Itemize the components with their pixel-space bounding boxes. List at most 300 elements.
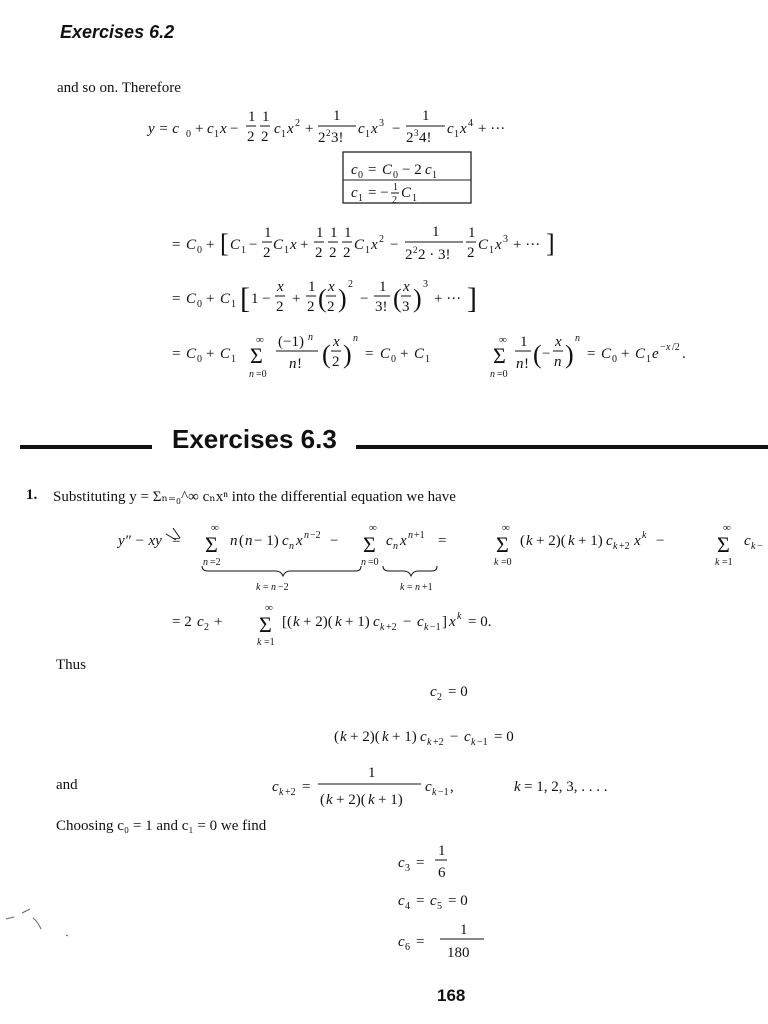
svg-text:+ 2)(: + 2)( (336, 792, 366, 808)
svg-text:c: c (351, 162, 358, 178)
svg-text:0: 0 (391, 354, 396, 365)
running-header: Exercises 6.2 (60, 22, 175, 42)
svg-text:c: c (197, 614, 204, 630)
svg-text:=2: =2 (210, 557, 221, 568)
svg-text:2: 2 (392, 195, 397, 206)
svg-text:x: x (220, 121, 227, 137)
svg-text:k: k (326, 792, 333, 808)
thus-text: Thus (56, 657, 86, 673)
svg-text:=: = (368, 162, 377, 178)
svg-text:1: 1 (365, 129, 370, 140)
svg-text:k: k (715, 557, 720, 568)
svg-text:1: 1 (438, 843, 446, 859)
svg-text:=1: =1 (722, 557, 733, 568)
svg-text:∞: ∞ (265, 602, 273, 614)
svg-text:−: − (330, 533, 339, 549)
svg-text:k: k (256, 582, 261, 593)
svg-text:− 2: − 2 (402, 162, 422, 178)
svg-text:2: 2 (315, 245, 323, 261)
svg-text:=1: =1 (264, 637, 275, 648)
svg-text:k: k (424, 622, 429, 633)
svg-text:2: 2 (326, 128, 331, 138)
svg-text:c: c (744, 533, 751, 549)
svg-text:x: x (290, 237, 297, 253)
svg-text:5: 5 (437, 901, 442, 912)
svg-text:=: = (407, 582, 413, 593)
svg-text:1: 1 (368, 765, 376, 781)
svg-text:−: − (542, 346, 551, 362)
svg-text:+: + (206, 291, 215, 307)
svg-text:C: C (186, 346, 197, 362)
svg-text:3: 3 (423, 279, 428, 290)
svg-text:(: ( (334, 729, 339, 745)
svg-text:=: = (172, 533, 181, 549)
svg-text:): ) (413, 284, 422, 313)
svg-text:(: ( (318, 284, 327, 313)
svg-text:1: 1 (358, 193, 363, 204)
svg-text:2: 2 (332, 354, 340, 370)
svg-text:n: n (393, 541, 398, 552)
svg-text:1: 1 (425, 354, 430, 365)
choosing-text: Choosing c₀ = 1 and c₁ = 0 we find (56, 818, 267, 834)
svg-text:2: 2 (276, 299, 284, 315)
svg-text:c: c (386, 533, 393, 549)
svg-text:+ 1): + 1) (392, 729, 417, 745)
svg-text:C: C (220, 346, 231, 362)
svg-text:k: k (613, 541, 618, 552)
svg-text:!: ! (524, 356, 529, 372)
svg-text:= −: = − (368, 185, 389, 201)
svg-text:−: − (656, 533, 665, 549)
svg-text:2: 2 (318, 130, 326, 146)
svg-text:n: n (230, 533, 238, 549)
svg-text:(: ( (320, 792, 325, 808)
svg-text:= 2: = 2 (172, 614, 192, 630)
svg-text:1: 1 (344, 225, 352, 241)
svg-text:1: 1 (248, 109, 256, 125)
svg-text:(: ( (322, 340, 331, 369)
svg-text:): ) (338, 284, 347, 313)
svg-text:n: n (203, 557, 208, 568)
svg-text:−2: −2 (310, 530, 321, 541)
svg-text:6: 6 (438, 865, 446, 881)
svg-text:∞: ∞ (211, 522, 219, 534)
svg-text:C: C (230, 237, 241, 253)
svg-text:Σ: Σ (259, 612, 272, 637)
svg-text:= 0: = 0 (448, 684, 468, 700)
svg-text:+ ···: + ··· (434, 291, 462, 307)
svg-text:n: n (249, 369, 254, 380)
svg-text:x: x (333, 334, 340, 350)
svg-text:2 · 3!: 2 · 3! (418, 247, 451, 263)
svg-text:n: n (271, 582, 276, 593)
svg-text:C: C (186, 291, 197, 307)
svg-text:−: − (360, 291, 369, 307)
svg-text:4!: 4! (419, 130, 432, 146)
svg-text:]: ] (546, 229, 555, 258)
svg-text:=: = (172, 291, 181, 307)
svg-text:k: k (400, 582, 405, 593)
svg-text:k: k (293, 614, 300, 630)
svg-text:1: 1 (316, 225, 324, 241)
svg-text:[(: [( (282, 614, 292, 630)
svg-text:n: n (304, 530, 309, 541)
svg-text:Σ: Σ (250, 343, 263, 368)
svg-text:−1: −1 (430, 622, 441, 633)
svg-text:− 1): − 1) (254, 533, 279, 549)
svg-text:n: n (361, 557, 366, 568)
svg-text:1: 1 (432, 224, 440, 240)
svg-text:[: [ (240, 282, 250, 315)
svg-text:C: C (401, 185, 412, 201)
svg-text:(: ( (239, 533, 244, 549)
svg-text:3: 3 (379, 118, 384, 129)
svg-text:3!: 3! (375, 299, 388, 315)
svg-text:x: x (634, 533, 641, 549)
svg-text:+: + (214, 614, 223, 630)
svg-text:n: n (575, 333, 580, 344)
svg-text:): ) (343, 340, 352, 369)
svg-text:2: 2 (379, 234, 384, 245)
svg-text:−: − (757, 541, 763, 552)
svg-text:x: x (371, 121, 378, 137)
svg-text:+ 1): + 1) (578, 533, 603, 549)
svg-text:−1: −1 (477, 737, 488, 748)
svg-text:1: 1 (284, 245, 289, 256)
svg-text:n: n (408, 530, 413, 541)
svg-text:x: x (495, 237, 502, 253)
svg-text:1: 1 (333, 108, 341, 124)
svg-text:x: x (287, 121, 294, 137)
svg-text:x: x (296, 533, 303, 549)
svg-text:k: k (335, 614, 342, 630)
svg-text:2: 2 (204, 622, 209, 633)
svg-text:1: 1 (379, 279, 387, 295)
svg-text:Σ: Σ (363, 532, 376, 557)
svg-text:1: 1 (231, 299, 236, 310)
svg-text:Σ: Σ (496, 532, 509, 557)
svg-text:=: = (587, 346, 596, 362)
svg-text:0: 0 (393, 170, 398, 181)
svg-text:∞: ∞ (723, 522, 731, 534)
svg-text:(−1): (−1) (278, 334, 304, 350)
svg-text:=: = (263, 582, 269, 593)
svg-text:+2: +2 (386, 622, 397, 633)
svg-text:1: 1 (231, 354, 236, 365)
svg-text:−: − (660, 342, 666, 353)
svg-text:∞: ∞ (502, 522, 510, 534)
svg-text:(: ( (520, 533, 525, 549)
svg-text:∞: ∞ (256, 334, 264, 346)
svg-text:0: 0 (197, 299, 202, 310)
svg-text:x: x (403, 279, 410, 295)
svg-text:Σ: Σ (205, 532, 218, 557)
svg-text:=: = (365, 346, 374, 362)
svg-text:3!: 3! (331, 130, 344, 146)
svg-text:y = c: y = c (148, 121, 179, 137)
svg-text:−: − (403, 614, 412, 630)
svg-text:=: = (416, 934, 425, 950)
svg-text:=0: =0 (256, 369, 267, 380)
svg-text:c: c (447, 121, 454, 137)
svg-text:=: = (416, 893, 425, 909)
svg-text:1: 1 (646, 354, 651, 365)
svg-text:Σ: Σ (717, 532, 730, 557)
svg-text:+1: +1 (422, 582, 433, 593)
svg-text:e: e (652, 346, 659, 362)
svg-text:+ 1): + 1) (378, 792, 403, 808)
svg-text:+: + (195, 121, 204, 137)
svg-text:+: + (206, 237, 215, 253)
svg-text:n: n (245, 533, 253, 549)
svg-text:k: k (751, 541, 756, 552)
svg-text:0: 0 (358, 170, 363, 181)
svg-text:1: 1 (330, 225, 338, 241)
svg-text:2: 2 (437, 692, 442, 703)
svg-text:k: k (432, 787, 437, 798)
svg-text:k: k (494, 557, 499, 568)
svg-text:[: [ (220, 229, 229, 258)
svg-text:x: x (460, 121, 467, 137)
svg-text:(: ( (533, 340, 542, 369)
svg-text:C: C (635, 346, 646, 362)
svg-text:3: 3 (402, 299, 410, 315)
svg-text:0: 0 (186, 129, 191, 140)
svg-text:n: n (415, 582, 420, 593)
svg-text:C: C (380, 346, 391, 362)
svg-text:2: 2 (343, 245, 351, 261)
svg-text:c: c (351, 185, 358, 201)
svg-text:3: 3 (414, 128, 419, 138)
svg-text:∞: ∞ (369, 522, 377, 534)
svg-text:2: 2 (329, 245, 337, 261)
svg-text:]: ] (467, 282, 477, 315)
svg-text:1: 1 (489, 245, 494, 256)
svg-text:+: + (206, 346, 215, 362)
svg-text:c: c (430, 684, 437, 700)
svg-text:2: 2 (405, 247, 413, 263)
svg-text:n: n (490, 369, 495, 380)
svg-text:+1: +1 (414, 530, 425, 541)
svg-text:1: 1 (281, 129, 286, 140)
svg-text:n: n (516, 356, 524, 372)
svg-text:=: = (416, 855, 425, 871)
svg-text:+2: +2 (433, 737, 444, 748)
svg-text:=: = (438, 533, 447, 549)
svg-text:,: , (450, 779, 454, 795)
svg-text:k: k (279, 787, 284, 798)
svg-text:c: c (272, 779, 279, 795)
svg-text:1: 1 (412, 193, 417, 204)
svg-text:0: 0 (197, 245, 202, 256)
svg-text:c: c (606, 533, 613, 549)
svg-text:2: 2 (307, 299, 315, 315)
svg-text:4: 4 (468, 118, 473, 129)
svg-text:3: 3 (405, 863, 410, 874)
svg-text:c: c (425, 779, 432, 795)
svg-text:k: k (471, 737, 476, 748)
svg-text:= 0: = 0 (448, 893, 468, 909)
svg-text:6: 6 (405, 942, 410, 953)
svg-text:Σ: Σ (493, 343, 506, 368)
and-text: and (56, 777, 78, 793)
svg-text:k: k (642, 530, 647, 541)
svg-text:c: c (358, 121, 365, 137)
svg-text:0: 0 (612, 354, 617, 365)
svg-text:C: C (601, 346, 612, 362)
svg-text:−1: −1 (438, 787, 449, 798)
svg-text:c: c (373, 614, 380, 630)
svg-text:−: − (450, 729, 459, 745)
section-title: Exercises 6.3 (172, 424, 337, 454)
svg-text:+ 2)(: + 2)( (536, 533, 566, 549)
svg-text:c: c (417, 614, 424, 630)
svg-text:]: ] (442, 614, 447, 630)
svg-text:+ ···: + ··· (478, 121, 506, 137)
svg-text:c: c (430, 893, 437, 909)
svg-text:+: + (300, 237, 309, 253)
svg-text:/2: /2 (672, 342, 680, 353)
svg-text:2: 2 (263, 245, 271, 261)
svg-text:= 1, 2, 3, . . . .: = 1, 2, 3, . . . . (524, 779, 608, 795)
svg-text:−: − (392, 121, 401, 137)
svg-text:+: + (400, 346, 409, 362)
svg-text:1 −: 1 − (251, 291, 271, 307)
svg-text:180: 180 (447, 945, 470, 961)
svg-text:2: 2 (406, 130, 414, 146)
svg-text:k: k (340, 729, 347, 745)
svg-text:n: n (289, 356, 297, 372)
svg-text:0: 0 (197, 354, 202, 365)
svg-text:x: x (400, 533, 407, 549)
svg-text:c: c (398, 893, 405, 909)
svg-text:+ 1): + 1) (345, 614, 370, 630)
svg-text:2: 2 (247, 129, 255, 145)
svg-text:C: C (220, 291, 231, 307)
svg-text:c: c (207, 121, 214, 137)
svg-text:−: − (230, 121, 239, 137)
svg-text:C: C (478, 237, 489, 253)
svg-text:k: k (382, 729, 389, 745)
svg-text:k: k (380, 622, 385, 633)
intro-text: and so on. Therefore (57, 80, 181, 96)
svg-text:1: 1 (422, 108, 430, 124)
svg-text:=: = (172, 346, 181, 362)
svg-text:2: 2 (295, 118, 300, 129)
svg-text:=0: =0 (497, 369, 508, 380)
svg-text:C: C (382, 162, 393, 178)
svg-text:c: c (282, 533, 289, 549)
svg-text:2: 2 (327, 299, 335, 315)
svg-text:−: − (249, 237, 258, 253)
svg-text:∞: ∞ (499, 334, 507, 346)
svg-text:k: k (257, 637, 262, 648)
svg-text:): ) (565, 340, 574, 369)
svg-text:+ 2)(: + 2)( (350, 729, 380, 745)
svg-text:+2: +2 (619, 541, 630, 552)
svg-text:+: + (621, 346, 630, 362)
svg-text:= 0: = 0 (494, 729, 514, 745)
svg-text:=0: =0 (501, 557, 512, 568)
page-number: 168 (437, 986, 466, 1005)
svg-text:1: 1 (454, 129, 459, 140)
svg-text:k: k (514, 779, 521, 795)
svg-text:+: + (305, 121, 314, 137)
svg-text:c: c (464, 729, 471, 745)
svg-text:(: ( (393, 284, 402, 313)
svg-text:2: 2 (348, 279, 353, 290)
svg-text:x: x (666, 342, 671, 353)
svg-text:=0: =0 (368, 557, 379, 568)
svg-text:x: x (277, 279, 284, 295)
svg-text:= 0.: = 0. (468, 614, 492, 630)
svg-text:k: k (568, 533, 575, 549)
svg-text:1: 1 (393, 182, 398, 193)
svg-text:C: C (186, 237, 197, 253)
svg-text:k: k (457, 611, 462, 622)
svg-text:x: x (555, 334, 562, 350)
svg-text:n: n (289, 541, 294, 552)
svg-text:c: c (274, 121, 281, 137)
svg-text:x: x (449, 614, 456, 630)
svg-text:c: c (420, 729, 427, 745)
svg-text:=: = (302, 779, 311, 795)
svg-text:+: + (292, 291, 301, 307)
svg-text:1: 1 (432, 170, 437, 181)
svg-text:−: − (390, 237, 399, 253)
problem-number: 1. (26, 487, 38, 503)
svg-text:y″ − xy: y″ − xy (118, 533, 162, 549)
svg-text:k: k (427, 737, 432, 748)
svg-text:x: x (328, 279, 335, 295)
svg-text:!: ! (297, 356, 302, 372)
svg-text:1: 1 (262, 109, 270, 125)
svg-text:C: C (354, 237, 365, 253)
svg-text:n: n (554, 354, 562, 370)
svg-text:1: 1 (520, 334, 528, 350)
svg-text:.: . (682, 346, 686, 362)
problem-intro: Substituting y = Σₙ₌₀^∞ cₙxⁿ into the differential equation we have (53, 489, 456, 505)
svg-text:3: 3 (503, 234, 508, 245)
svg-text:1: 1 (264, 225, 272, 241)
svg-text:+2: +2 (285, 787, 296, 798)
svg-text:k: k (526, 533, 533, 549)
svg-text:C: C (414, 346, 425, 362)
svg-text:1: 1 (365, 245, 370, 256)
svg-text:1: 1 (214, 129, 219, 140)
svg-text:c: c (425, 162, 432, 178)
svg-text:1: 1 (308, 279, 316, 295)
svg-text:+ ···: + ··· (513, 237, 541, 253)
svg-text:+ 2)(: + 2)( (303, 614, 333, 630)
svg-text:=: = (172, 237, 181, 253)
svg-text:c: c (398, 934, 405, 950)
svg-text:C: C (273, 237, 284, 253)
svg-text:4: 4 (405, 901, 410, 912)
svg-text:x: x (371, 237, 378, 253)
svg-text:k: k (368, 792, 375, 808)
svg-text:2: 2 (261, 129, 269, 145)
svg-text:1: 1 (468, 225, 476, 241)
svg-text:−2: −2 (278, 582, 289, 593)
svg-text:c: c (398, 855, 405, 871)
svg-text:2: 2 (467, 245, 475, 261)
svg-text:n: n (353, 333, 358, 344)
svg-text:1: 1 (241, 245, 246, 256)
svg-text:n: n (308, 332, 313, 343)
svg-text:2: 2 (413, 245, 418, 255)
svg-text:1: 1 (460, 922, 468, 938)
